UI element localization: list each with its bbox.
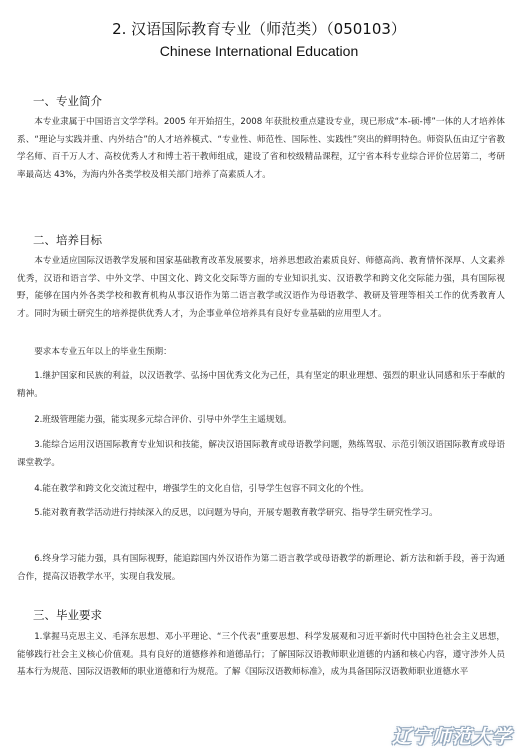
section-heading-intro: 一、专业简介 <box>33 94 102 108</box>
intro-paragraph: 本专业隶属于中国语言文学学科。2005 年开始招生，2008 年获批校重点建设专业，现已形成“本-硕-博”一体的人才培养体系、“理论与实践并重、内外结合”的人才培养模式、“专业性、师范性、国际性、实践性”突出的鲜明特色。师资队伍由辽宁省教学名师、百千万人才、高校优秀人才和博士若干教师组成，建设了省和校级精品课程，辽宁省本科专业综合评价位居第二，考研率最高达 43%，为海内外各类学校及相关部门培养了高素质人才。 <box>17 117 505 180</box>
section-heading-goals: 二、培养目标 <box>33 233 102 247</box>
document-subtitle: Chinese International Education <box>159 43 359 59</box>
university-watermark: 辽宁师范大学 <box>391 726 512 748</box>
goal-item-5: 5.能对教育教学活动进行持续深入的反思，以问题为导向，开展专题教育教学研究、指导学生研究性学习。 <box>34 508 438 518</box>
goal-item-3: 3.能综合运用汉语国际教育专业知识和技能，解决汉语国际教育或母语教学问题，熟练驾驭、示范引领汉语国际教育或母语课堂教学。 <box>17 440 505 468</box>
goals-paragraph: 本专业适应国际汉语教学发展和国家基础教育改革发展要求，培养思想政治素质良好、师德高尚、教育情怀深厚、人文素养优秀，汉语和语言学、中外文学、中国文化、跨文化交际等方面的专业知识扎实、汉语教学和跨文化交际能力强，具有国际视野，能够在国内外各类学校和教育机构从事汉语作为第二语言教学或汉语作为母语教学、教研及管理等相关工作的优秀教育人才。同时为硕士研究生的培养提供优秀人才，为企事业单位培养具有良好专业基础的应用型人才。 <box>17 256 505 319</box>
goal-item-6: 6.终身学习能力强，具有国际视野，能追踪国内外汉语作为第二语言教学或母语教学的新理论、新方法和新手段，善于沟通合作，提高汉语教学水平，实现自我发展。 <box>17 554 505 582</box>
goal-item-1: 1.继护国家和民族的利益，以汉语教学、弘扬中国优秀文化为己任，具有坚定的职业理想、强烈的职业认同感和乐于奉献的精神。 <box>17 371 505 399</box>
section-heading-requirements: 三、毕业要求 <box>33 608 102 622</box>
expect-intro: 要求本专业五年以上的毕业生预期： <box>34 347 172 357</box>
goal-item-2: 2.班级管理能力强，能实现多元综合评价、引导中外学生主遥规划。 <box>34 415 292 425</box>
requirements-paragraph: 1.掌握马克思主义、毛泽东思想、邓小平理论、“三个代表”重要思想、科学发展观和习近平新时代中国特色社会主义思想，能够践行社会主义核心价值观。具有良好的道德修养和道德品行；了解国际汉语教师职业道德的内涵和核心内容，遵守涉外人员基本行为规范、国际汉语教师的职业道德和行为规范。了解《国际汉语教师标准》，成为具备国际汉语教师职业道德水平 <box>17 632 505 678</box>
goal-item-4: 4.能在教学和跨文化交流过程中，增强学生的文化自信，引导学生包容不同文化的个性。 <box>34 484 369 494</box>
document-title: 2. 汉语国际教育专业（师范类）（050103） <box>112 20 406 38</box>
